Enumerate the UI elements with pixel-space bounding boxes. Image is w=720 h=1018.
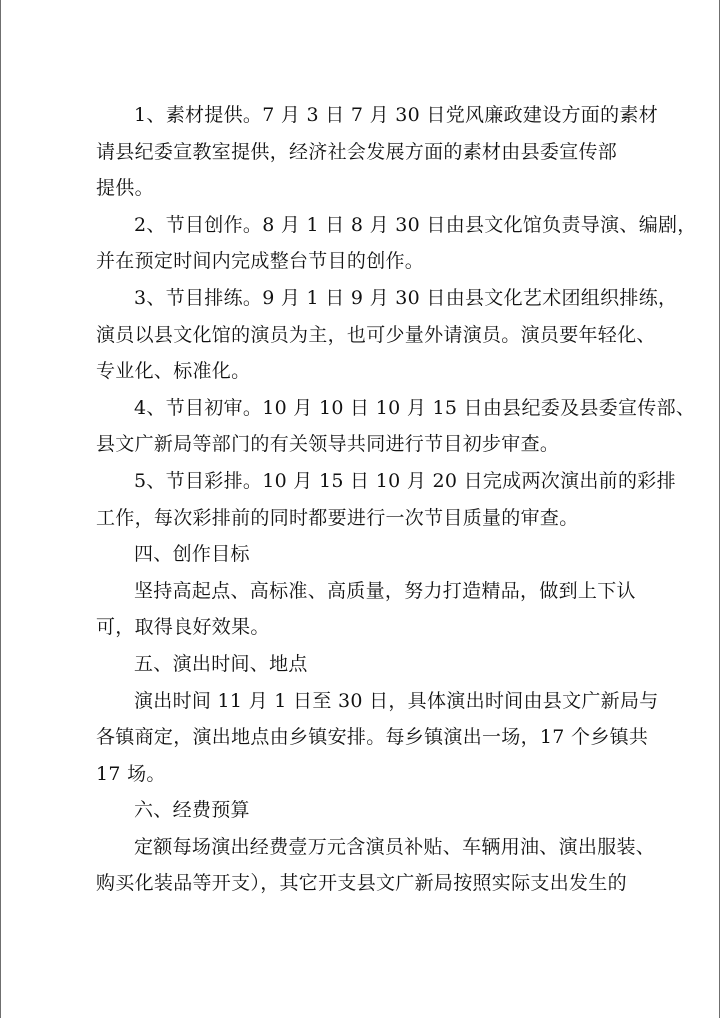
page-left-border — [0, 0, 1, 1018]
paragraph-line: 17 场。 — [96, 762, 166, 785]
paragraph-line: 4、节目初审。10 月 10 日 10 月 15 日由县纪委及县委宣传部、 — [134, 396, 696, 419]
paragraph-line: 购买化装品等开支），其它开支县文广新局按照实际支出发生的 — [96, 872, 627, 895]
paragraph-line: 坚持高起点、高标准、高质量，努力打造精品，做到上下认 — [134, 579, 636, 602]
paragraph-line: 演员以县文化馆的演员为主，也可少量外请演员。演员要年轻化、 — [96, 323, 656, 346]
paragraph-line: 定额每场演出经费壹万元含演员补贴、车辆用油、演出服装、 — [134, 835, 656, 858]
paragraph-line: 请县纪委宣教室提供，经济社会发展方面的素材由县委宣传部 — [96, 140, 618, 163]
section-heading: 六、经费预算 — [134, 799, 250, 822]
paragraph-line: 可，取得良好效果。 — [96, 616, 270, 639]
paragraph-line: 各镇商定，演出地点由乡镇安排。每乡镇演出一场，17 个乡镇共 — [96, 726, 649, 749]
paragraph-line: 提供。 — [96, 177, 154, 200]
paragraph-line: 专业化、标准化。 — [96, 360, 251, 383]
paragraph-line: 3、节目排练。9 月 1 日 9 月 30 日由县文化艺术团组织排练， — [134, 286, 678, 309]
document-body — [96, 97, 697, 902]
section-heading: 五、演出时间、地点 — [134, 652, 308, 675]
paragraph-line: 5、节目彩排。10 月 15 日 10 月 20 日完成两次演出前的彩排 — [134, 469, 676, 492]
paragraph-line: 工作，每次彩排前的同时都要进行一次节目质量的审查。 — [96, 506, 579, 529]
section-heading: 四、创作目标 — [134, 543, 250, 566]
paragraph-line: 演出时间 11 月 1 日至 30 日，具体演出时间由县文广新局与 — [134, 689, 659, 712]
paragraph-line: 1、素材提供。7 月 3 日 7 月 30 日党风廉政建设方面的素材 — [134, 104, 659, 126]
paragraph-line: 县文广新局等部门的有关领导共同进行节目初步审查。 — [96, 433, 560, 456]
paragraph-line: 并在预定时间内完成整台节目的创作。 — [96, 250, 425, 273]
paragraph-line: 2、节目创作。8 月 1 日 8 月 30 日由县文化馆负责导演、编剧， — [134, 213, 697, 236]
